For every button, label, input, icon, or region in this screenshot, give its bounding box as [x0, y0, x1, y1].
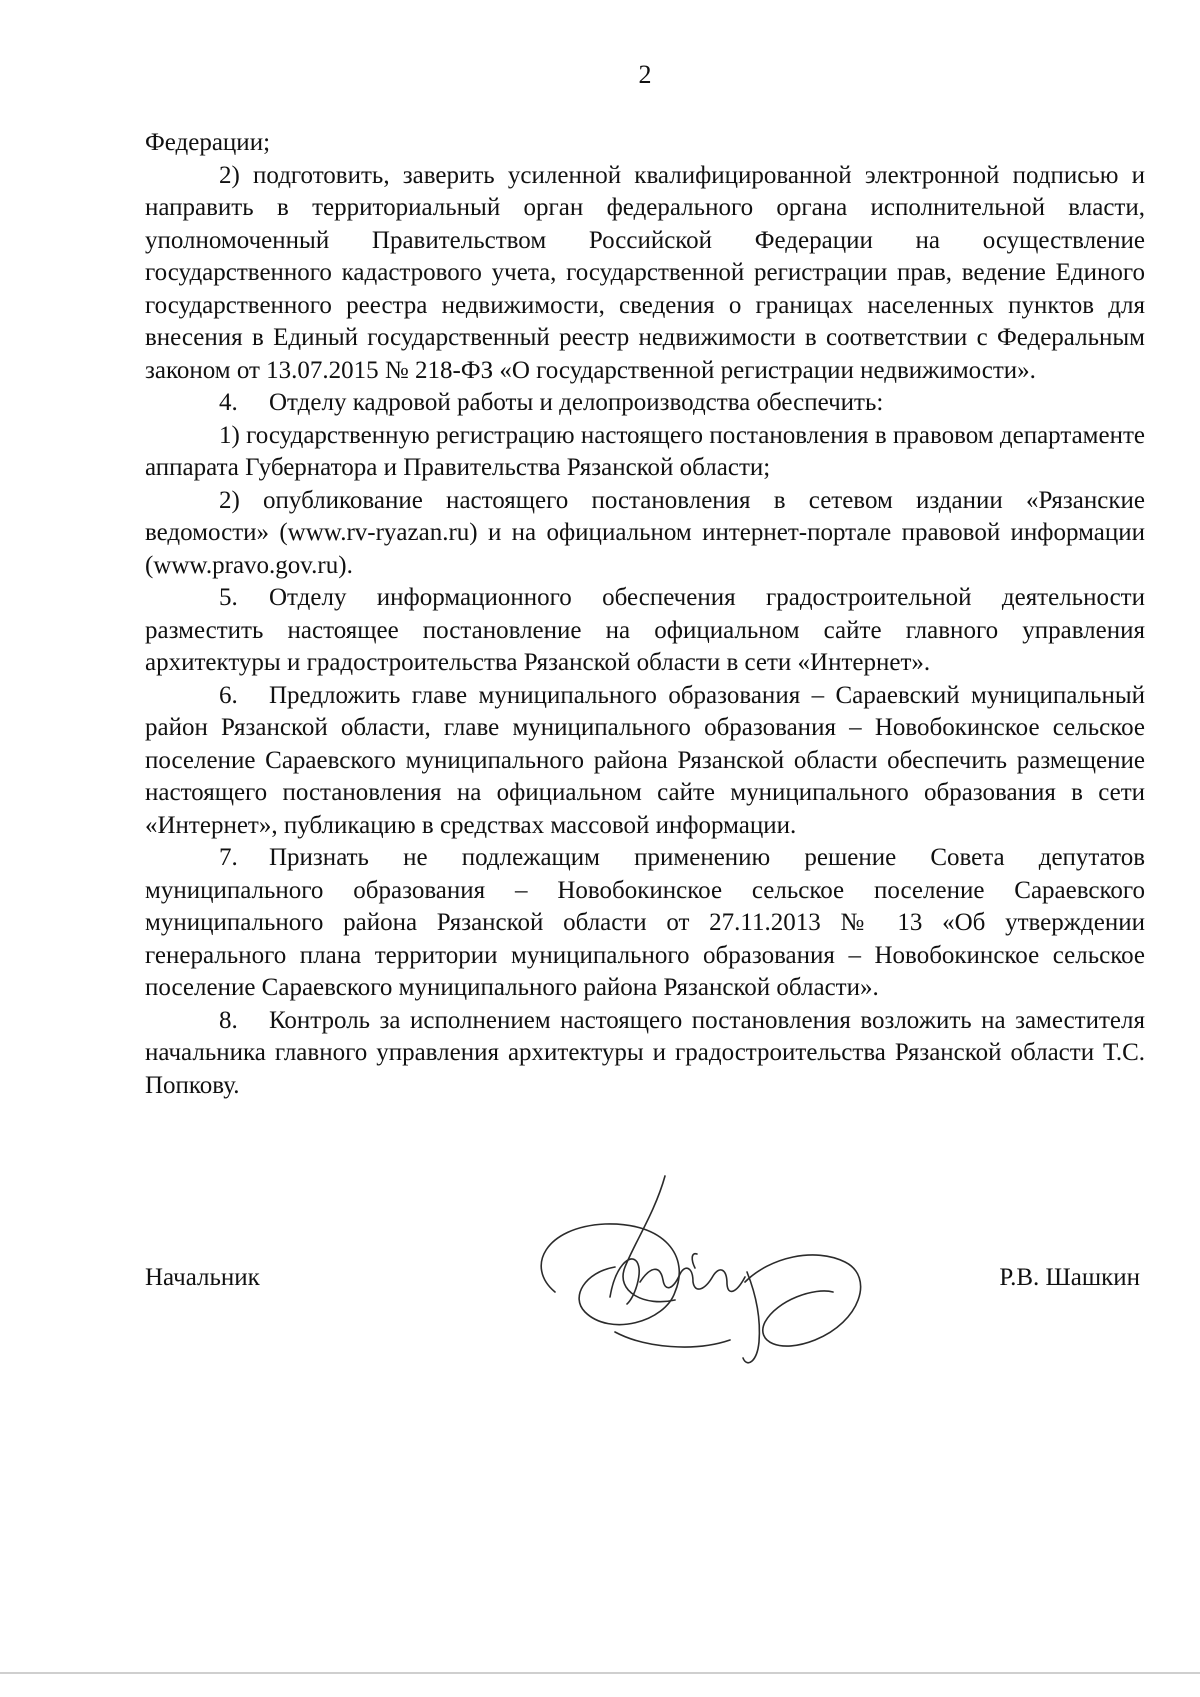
item-number: 4. [219, 389, 238, 416]
signatory-name: Р.В. Шашкин [999, 1264, 1140, 1291]
paragraph-continuation: Федерации; [145, 129, 271, 156]
paragraph-subitem-4-2: 2) опубликование настоящего постановления в сетевом издании «Рязанские ведомости» (www.rv-ryazan.ru) и на официальном интернет-портале правовой информации (www.pravo.gov.ru). [145, 486, 1145, 579]
item-text: Отделу кадровой работы и делопроизводства обеспечить: [269, 389, 884, 416]
paragraph-subitem-4-1: 1) государственную регистрацию настоящего постановления в правовом департаменте аппарата Губернатора и Правительства Рязанской области; [145, 421, 1145, 481]
paragraph-subitem-2: 2) подготовить, заверить усиленной квалифицированной электронной подписью и направить в территориальный орган федерального органа исполнительной власти, уполномоченный Правительством Российской Федерации на осуществление государственного кадастрового учета, государственной регистрации прав, ведение Единого государственного реестра недвижимости, сведения о границах населенных пунктов для внесения в Единый государственный реестр недвижимости в соответствии с Федеральным законом от 13.07.2015 № 218-ФЗ «О государственной регистрации недвижимости». [145, 161, 1145, 384]
signatory-title: Начальник [145, 1264, 260, 1291]
item-text: Признать не подлежащим применению решение Совета депутатов муниципального образования – Новобокинское сельское поселение Сараевского муниципального района Рязанской области от 27.11.2013 № 13 «Об утверждении генерального плана территории муниципального образования – Новобокинское сельское поселение Сараевского муниципального района Рязанской области». [145, 844, 1145, 1001]
item-number: 7. [219, 844, 238, 871]
page-number: 2 [638, 60, 652, 89]
item-number: 6. [219, 681, 238, 709]
item-text: Предложить главе муниципального образования – Сараевский муниципальный район Рязанской области, главе муниципального образования – Новобокинское сельское поселение Сараевского муниципального района Рязанской области обеспечить размещение настоящего постановления на официальном сайте муниципального образования в сети «Интернет», публикацию в средствах массовой информации. [145, 681, 1145, 839]
paragraph-item-8 [145, 1005, 1145, 1103]
item-text: Контроль за исполнением настоящего постановления возложить на заместителя начальника главного управления архитектуры и градостроительства Рязанской области Т.С. Попкову. [145, 1006, 1145, 1099]
item-number: 5. [219, 584, 238, 611]
paragraph-item-6 [145, 680, 1145, 843]
item-number: 8. [219, 1006, 238, 1034]
page-divider [0, 1672, 1200, 1674]
paragraph-item-7 [145, 842, 1145, 1005]
handwritten-signature [515, 1172, 885, 1372]
document-body [145, 127, 1145, 1102]
item-text: Отделу информационного обеспечения градостроительной деятельности разместить настоящее постановление на официальном сайте главного управления архитектуры и градостроительства Рязанской области в сети «Интернет». [145, 584, 1145, 676]
paragraph-item-4 [145, 387, 1145, 420]
paragraph-item-5 [145, 582, 1145, 680]
